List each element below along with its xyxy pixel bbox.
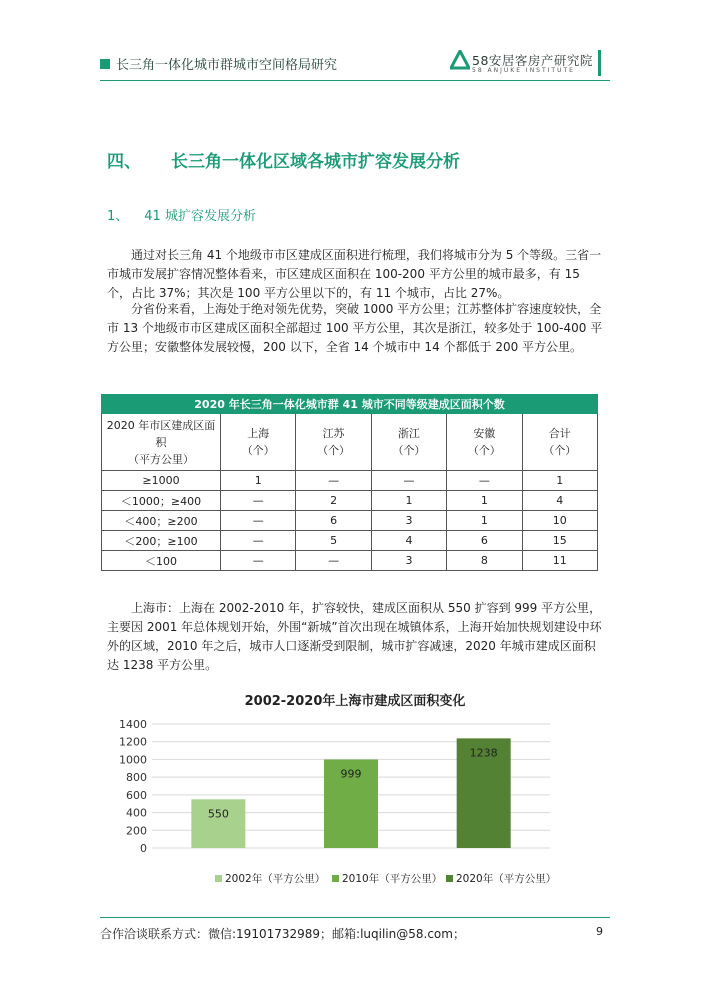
footer-divider: [100, 917, 610, 918]
cell: 6: [296, 511, 371, 531]
cell: 8: [447, 551, 522, 571]
y-tick-label: 800: [126, 771, 147, 785]
footer-contact: 合作洽谈联系方式：微信:19101732989；邮箱:luqilin@58.com；: [100, 927, 465, 941]
page-header: [100, 50, 610, 78]
row-label: ＜200；≥100: [102, 531, 221, 551]
table-row: [102, 531, 598, 551]
legend-entry: 2002年（平方公里）: [225, 873, 326, 885]
section-number: 四、: [107, 152, 141, 172]
legend-swatch: [215, 875, 222, 882]
cell: 3: [371, 511, 446, 531]
cell: 6: [447, 531, 522, 551]
y-tick-label: 600: [126, 788, 147, 802]
chart-title: 2002-2020年上海市建成区面积变化: [244, 694, 466, 709]
cell: 1: [447, 511, 522, 531]
cell: 3: [371, 551, 446, 571]
cell: —: [447, 471, 522, 491]
cell: —: [296, 551, 371, 571]
section-title: 长三角一体化区域各城市扩容发展分析: [171, 152, 460, 172]
legend-entry: 2020年（平方公里）: [456, 873, 557, 885]
y-tick-label: 400: [126, 806, 147, 820]
header-brand-sub: 58 ANJUKE INSTITUTE: [472, 67, 575, 74]
header-bar: [598, 50, 601, 76]
header-square-icon: [100, 59, 110, 69]
cell: 4: [522, 491, 598, 511]
y-tick-label: 200: [126, 824, 147, 838]
table-row: [102, 511, 598, 531]
y-tick-label: 0: [140, 842, 147, 855]
cell: 1: [522, 471, 598, 491]
subsection-number: 1、: [107, 209, 129, 224]
paragraph-shanghai: 上海市：上海在 2002-2010 年，扩容较快，建成区面积从 550 扩容到 999 平方公里，主要因 2001 年总体规划开始，外围“新城”首次出现在城镇体系，上海开始加快规划建设中环外的区域，2010 年之后，城市人口逐渐受到限制，城市扩容减速，2020 年城市建成区面积达 1238 平方公里。: [107, 601, 602, 672]
subsection-title: 41 城扩容发展分析: [144, 209, 256, 224]
table-header-anhui: 安徽 （个）: [447, 414, 522, 471]
header-divider: [100, 80, 610, 81]
table-row: [102, 551, 598, 571]
legend-entry: 2010年（平方公里）: [342, 873, 443, 885]
cell: 5: [296, 531, 371, 551]
table-row: [102, 471, 598, 491]
paragraph-provinces: 分省份来看，上海处于绝对领先优势，突破 1000 平方公里；江苏整体扩容速度较快，全市 13 个地级市市区建成区面积全部超过 100 平方公里，其次是浙江，较多处于 100-400 平方公里；安徽整体发展较慢，200 以下，全省 14 个城市中 14 个都低于 200 平方公里。: [107, 302, 603, 354]
cell: 4: [371, 531, 446, 551]
cell: —: [221, 491, 296, 511]
table-header-jiangsu: 江苏 （个）: [296, 414, 371, 471]
area-grade-table: [101, 394, 598, 571]
header-label-line1: 2020 年市区建成区面: [106, 418, 216, 432]
page-number: 9: [596, 925, 603, 938]
table-header-row: [102, 414, 598, 471]
paragraph-overview: 通过对长三角 41 个地级市市区建成区面积进行梳理，我们将城市分为 5 个等级。三省一市城市发展扩容情况整体看来，市区建成区面积在 100-200 平方公里的城市最多，有 15 个，占比 37%；其次是 100 平方公里以下的，有 11 个城市，占比 27%。: [107, 248, 602, 300]
legend-swatch: [332, 875, 339, 882]
table-header-shanghai: 上海 （个）: [221, 414, 296, 471]
cell: 1: [447, 491, 522, 511]
header-label-line3: （平方公里）: [128, 452, 194, 466]
subsection-heading: [107, 205, 256, 224]
cell: 1: [371, 491, 446, 511]
row-label: ＜100: [102, 551, 221, 571]
data-label: 1238: [469, 746, 498, 760]
header-title: 长三角一体化城市群城市空间格局研究: [116, 58, 338, 73]
data-label: 999: [340, 767, 362, 781]
legend-swatch: [446, 875, 453, 882]
cell: 1: [221, 471, 296, 491]
table-header-label: [102, 414, 221, 471]
y-tick-label: 1400: [119, 718, 147, 731]
cell: 11: [522, 551, 598, 571]
cell: —: [221, 531, 296, 551]
cell: 10: [522, 511, 598, 531]
cell: —: [221, 511, 296, 531]
table-caption: 2020 年长三角一体化城市群 41 城市不同等级建成区面积个数: [102, 395, 598, 414]
header-label-line2: 积: [155, 435, 167, 449]
table-row: [102, 491, 598, 511]
bar-chart: [110, 712, 560, 897]
row-label: ≥1000: [102, 471, 221, 491]
anjuke-logo-icon: [450, 50, 470, 70]
table-header-total: 合计 （个）: [522, 414, 598, 471]
header-brand: 58安居客房产研究院: [472, 53, 593, 68]
data-label: 550: [207, 807, 229, 821]
row-label: ＜400；≥200: [102, 511, 221, 531]
y-tick-label: 1000: [119, 753, 147, 767]
section-heading: [107, 147, 460, 172]
cell: —: [296, 471, 371, 491]
y-tick-label: 1200: [119, 735, 147, 749]
row-label: ＜1000；≥400: [102, 491, 221, 511]
table-header-zhejiang: 浙江 （个）: [371, 414, 446, 471]
cell: 15: [522, 531, 598, 551]
cell: —: [371, 471, 446, 491]
cell: 2: [296, 491, 371, 511]
cell: —: [221, 551, 296, 571]
